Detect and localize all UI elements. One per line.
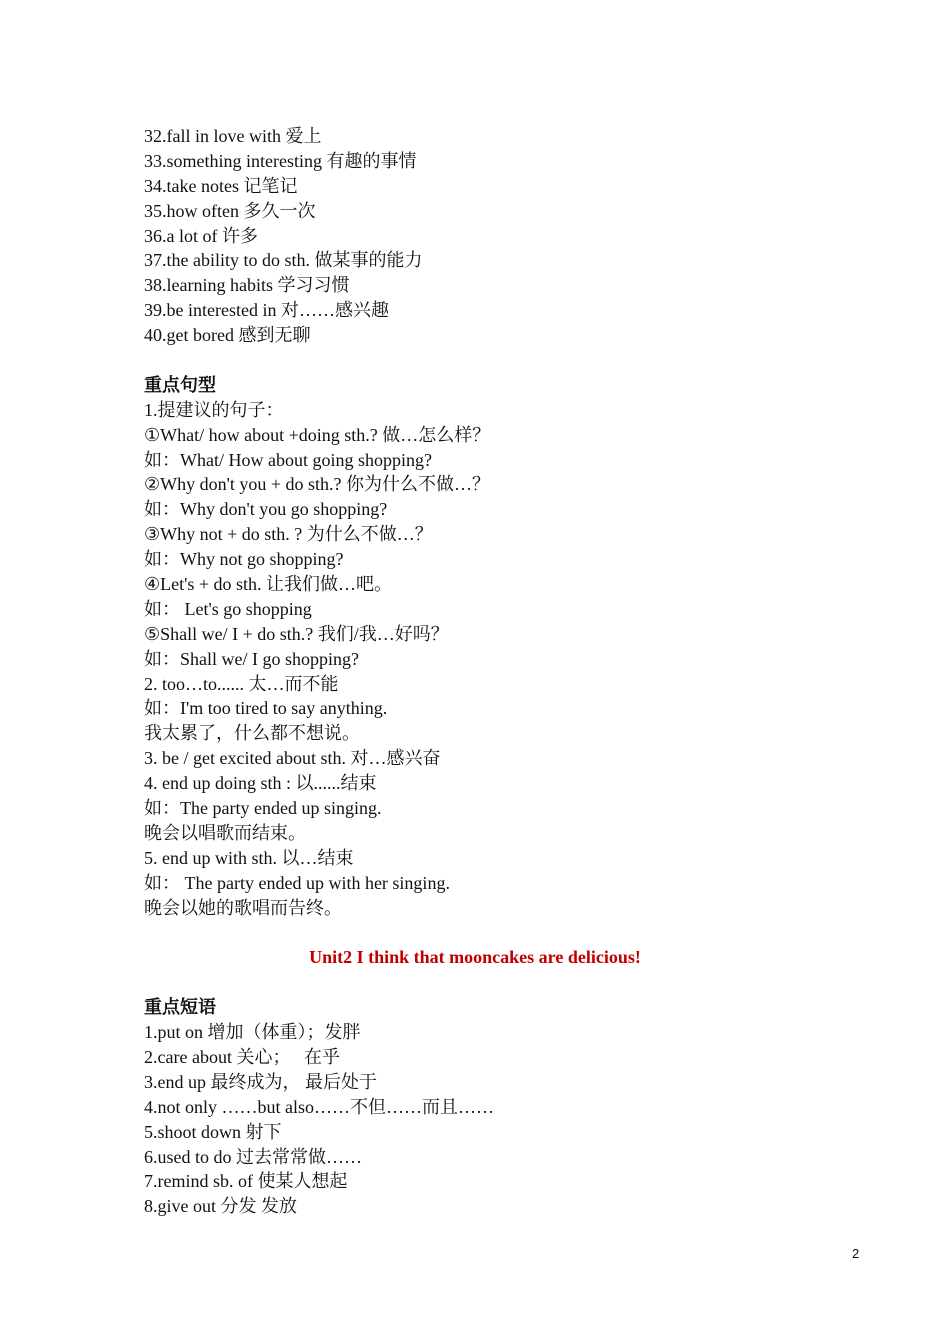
phrase-item: 40.get bored 感到无聊 bbox=[144, 325, 311, 346]
sentence-line: 3. be / get excited about sth. 对…感兴奋 bbox=[144, 748, 441, 769]
phrase-list-continued bbox=[144, 124, 824, 348]
phrase-item: 7.remind sb. of 使某人想起 bbox=[144, 1171, 348, 1192]
phrase-item: 1.put on 增加（体重）；发胖 bbox=[144, 1022, 361, 1043]
section-heading: 重点短语 bbox=[144, 997, 216, 1018]
phrase-item: 5.shoot down 射下 bbox=[144, 1121, 282, 1142]
unit-title: Unit2 I think that mooncakes are delicious! bbox=[309, 947, 641, 968]
sentence-line: 如：The party ended up singing. bbox=[144, 798, 382, 819]
phrase-item: 2.care about 关心； 在乎 bbox=[144, 1046, 340, 1067]
sentence-line: ⑤Shall we/ I + do sth.? 我们/我…好吗？ bbox=[144, 623, 449, 644]
sentence-line: 5. end up with sth. 以…结束 bbox=[144, 847, 354, 868]
phrase-item: 33.something interesting 有趣的事情 bbox=[144, 150, 417, 171]
sentence-line: 如： The party ended up with her singing. bbox=[144, 872, 450, 893]
spacer bbox=[144, 921, 824, 946]
sentence-line: 2. too…to...... 太…而不能 bbox=[144, 673, 339, 694]
page-number: 2 bbox=[852, 1246, 860, 1261]
spacer bbox=[144, 970, 824, 995]
sentence-line: ③Why not + do sth. ? 为什么不做…？ bbox=[144, 524, 433, 545]
phrase-item: 6.used to do 过去常常做…… bbox=[144, 1146, 362, 1167]
phrase-item: 32.fall in love with 爱上 bbox=[144, 126, 322, 146]
phrase-item: 35.how often 多久一次 bbox=[144, 200, 316, 221]
phrase-item: 37.the ability to do sth. 做某事的能力 bbox=[144, 250, 423, 271]
phrase-item: 3.end up 最终成为， 最后处于 bbox=[144, 1071, 377, 1092]
sentence-line: 如：I'm too tired to say anything. bbox=[144, 698, 388, 719]
sentence-line: ①What/ how about +doing sth.? 做…怎么样？ bbox=[144, 424, 491, 445]
sentence-line: ④Let's + do sth. 让我们做…吧。 bbox=[144, 574, 393, 595]
sentence-line: 如：What/ How about going shopping? bbox=[144, 449, 432, 470]
phrase-item: 38.learning habits 学习习惯 bbox=[144, 275, 350, 296]
sentence-line: ②Why don't you + do sth.? 你为什么不做…？ bbox=[144, 474, 491, 495]
key-sentences-section bbox=[144, 373, 824, 921]
spacer bbox=[144, 348, 824, 373]
sentence-line: 如：Shall we/ I go shopping? bbox=[144, 648, 359, 669]
sentence-line: 晚会以她的歌唱而告终。 bbox=[144, 897, 342, 918]
sentence-line: 如：Why don't you go shopping? bbox=[144, 499, 388, 520]
phrase-item: 39.be interested in 对……感兴趣 bbox=[144, 300, 389, 321]
phrase-item: 8.give out 分发 发放 bbox=[144, 1196, 297, 1217]
sentence-line: 如：Why not go shopping? bbox=[144, 549, 344, 570]
sentence-line: 我太累了，什么都不想说。 bbox=[144, 723, 360, 744]
sentence-line: 1.提建议的句子： bbox=[144, 399, 284, 420]
sentence-line: 4. end up doing sth : 以......结束 bbox=[144, 773, 377, 794]
phrase-item: 4.not only ……but also……不但……而且…… bbox=[144, 1096, 494, 1117]
phrase-item: 34.take notes 记笔记 bbox=[144, 175, 298, 196]
unit2-phrases-section bbox=[144, 995, 824, 1219]
phrase-item: 36.a lot of 许多 bbox=[144, 225, 258, 246]
sentence-line: 晚会以唱歌而结束。 bbox=[144, 822, 306, 843]
section-heading: 重点句型 bbox=[144, 374, 216, 395]
page-content bbox=[144, 124, 824, 1219]
sentence-line: 如： Let's go shopping bbox=[144, 598, 312, 619]
